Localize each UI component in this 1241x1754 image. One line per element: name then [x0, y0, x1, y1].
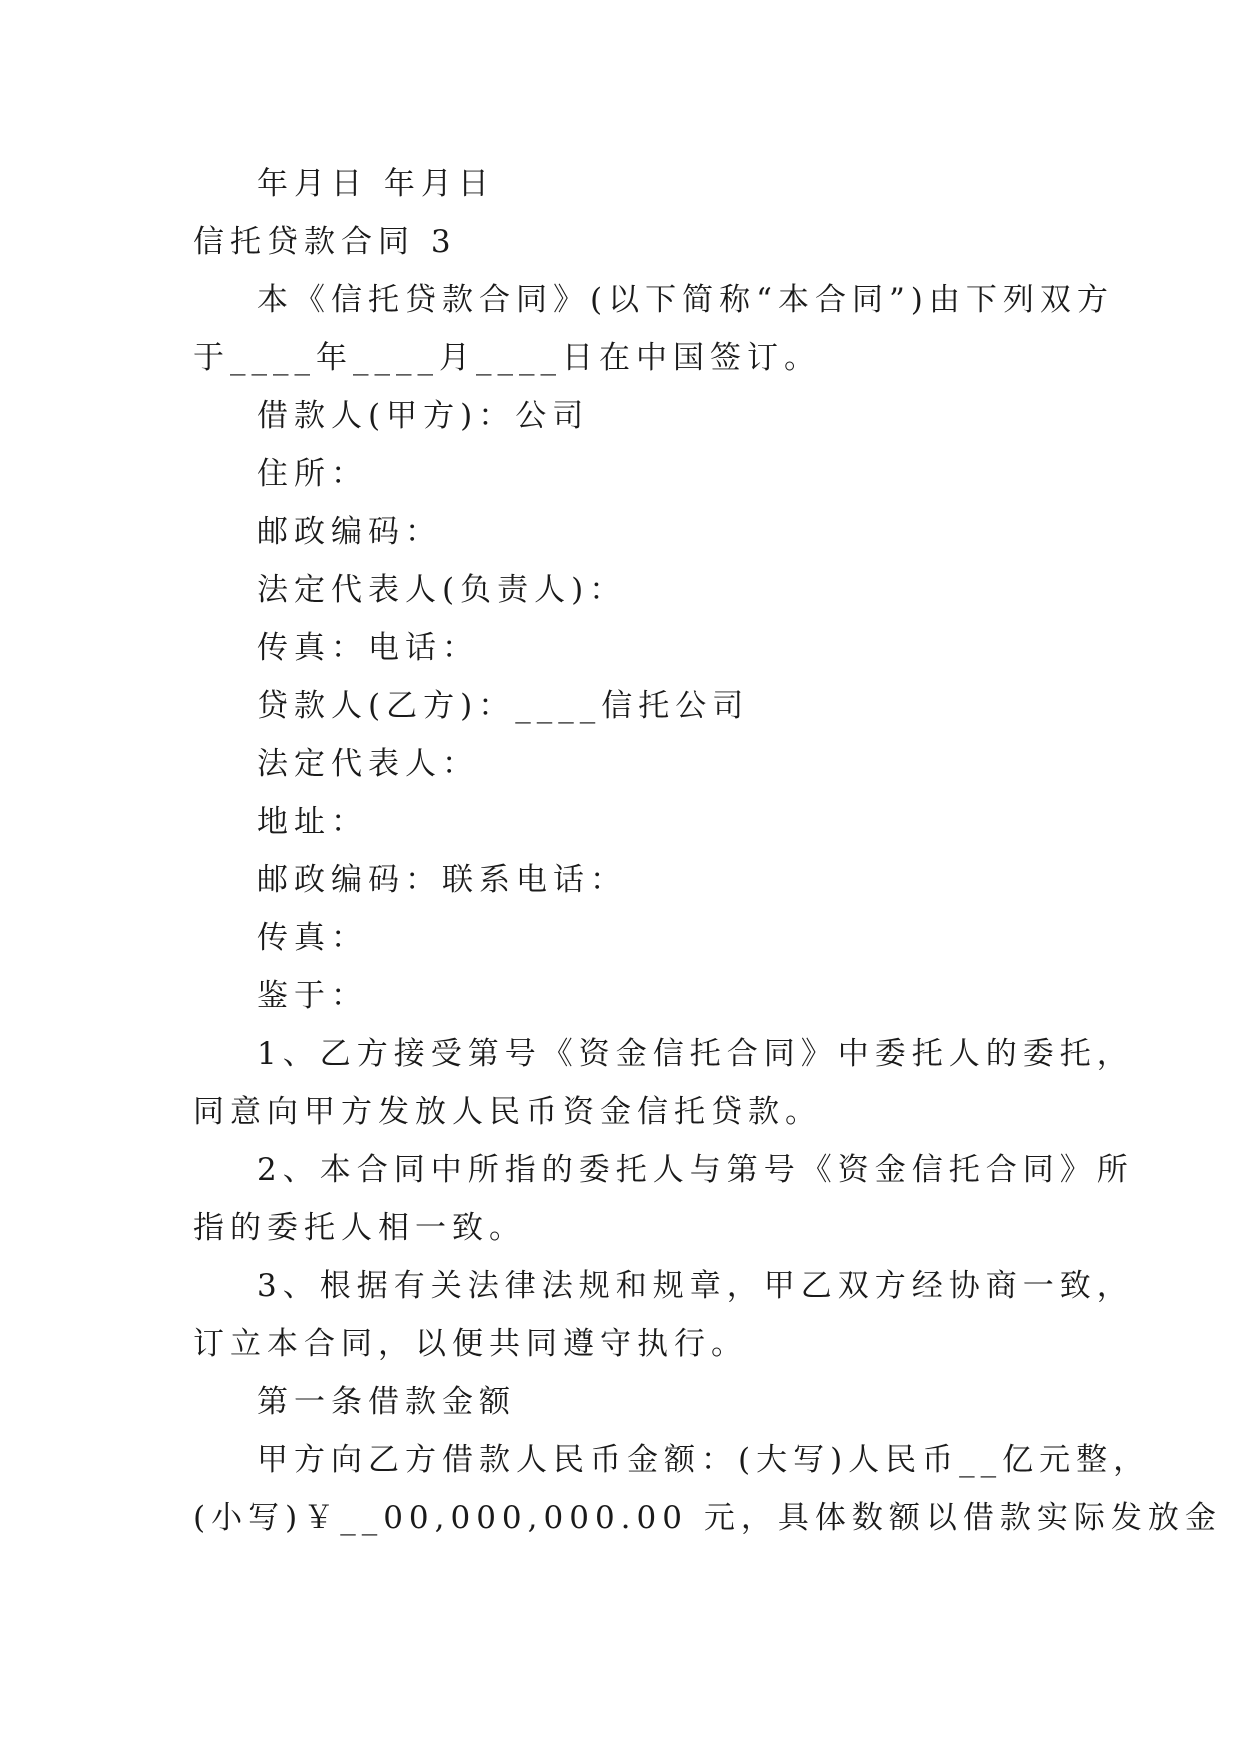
contract-title: 信托贷款合同 3: [193, 224, 457, 260]
borrower-postcode-line: 邮政编码：: [257, 514, 442, 550]
article-1-paragraph-line-2: (小写)￥__00,000,000.00 元，具体数额以借款实际发放金: [193, 1500, 1222, 1536]
lender-address-line: 地址：: [257, 804, 368, 840]
whereas-item-3-line-1: 3、根据有关法律法规和规章，甲乙双方经协商一致，: [257, 1268, 1134, 1304]
article-1-heading: 第一条借款金额: [257, 1384, 516, 1420]
lender-line: 贷款人(乙方)：____信托公司: [257, 688, 750, 724]
borrower-address-line: 住所：: [257, 456, 368, 492]
borrower-representative-line: 法定代表人(负责人)：: [257, 572, 627, 608]
lender-postcode-phone-line: 邮政编码：联系电话：: [257, 862, 627, 898]
whereas-item-3-line-2: 订立本合同，以便共同遵守执行。: [193, 1326, 748, 1362]
lender-representative-line: 法定代表人：: [257, 746, 479, 782]
article-1-paragraph-line-1: 甲方向乙方借款人民币金额：(大写)人民币__亿元整，: [257, 1442, 1151, 1478]
borrower-line: 借款人(甲方)：公司: [257, 398, 590, 434]
whereas-heading: 鉴于：: [257, 978, 368, 1014]
borrower-fax-phone-line: 传真：电话：: [257, 630, 479, 666]
whereas-item-1-line-2: 同意向甲方发放人民币资金信托贷款。: [193, 1094, 822, 1130]
date-line: 年月日 年月日: [257, 166, 495, 202]
whereas-item-1-line-1: 1、乙方接受第号《资金信托合同》中委托人的委托，: [257, 1036, 1134, 1072]
intro-paragraph-line-1: 本《信托贷款合同》(以下简称“本合同”)由下列双方: [257, 282, 1114, 318]
whereas-item-2-line-1: 2、本合同中所指的委托人与第号《资金信托合同》所: [257, 1152, 1134, 1188]
lender-fax-line: 传真：: [257, 920, 368, 956]
intro-paragraph-line-2: 于____年____月____日在中国签订。: [193, 340, 821, 376]
whereas-item-2-line-2: 指的委托人相一致。: [193, 1210, 526, 1246]
